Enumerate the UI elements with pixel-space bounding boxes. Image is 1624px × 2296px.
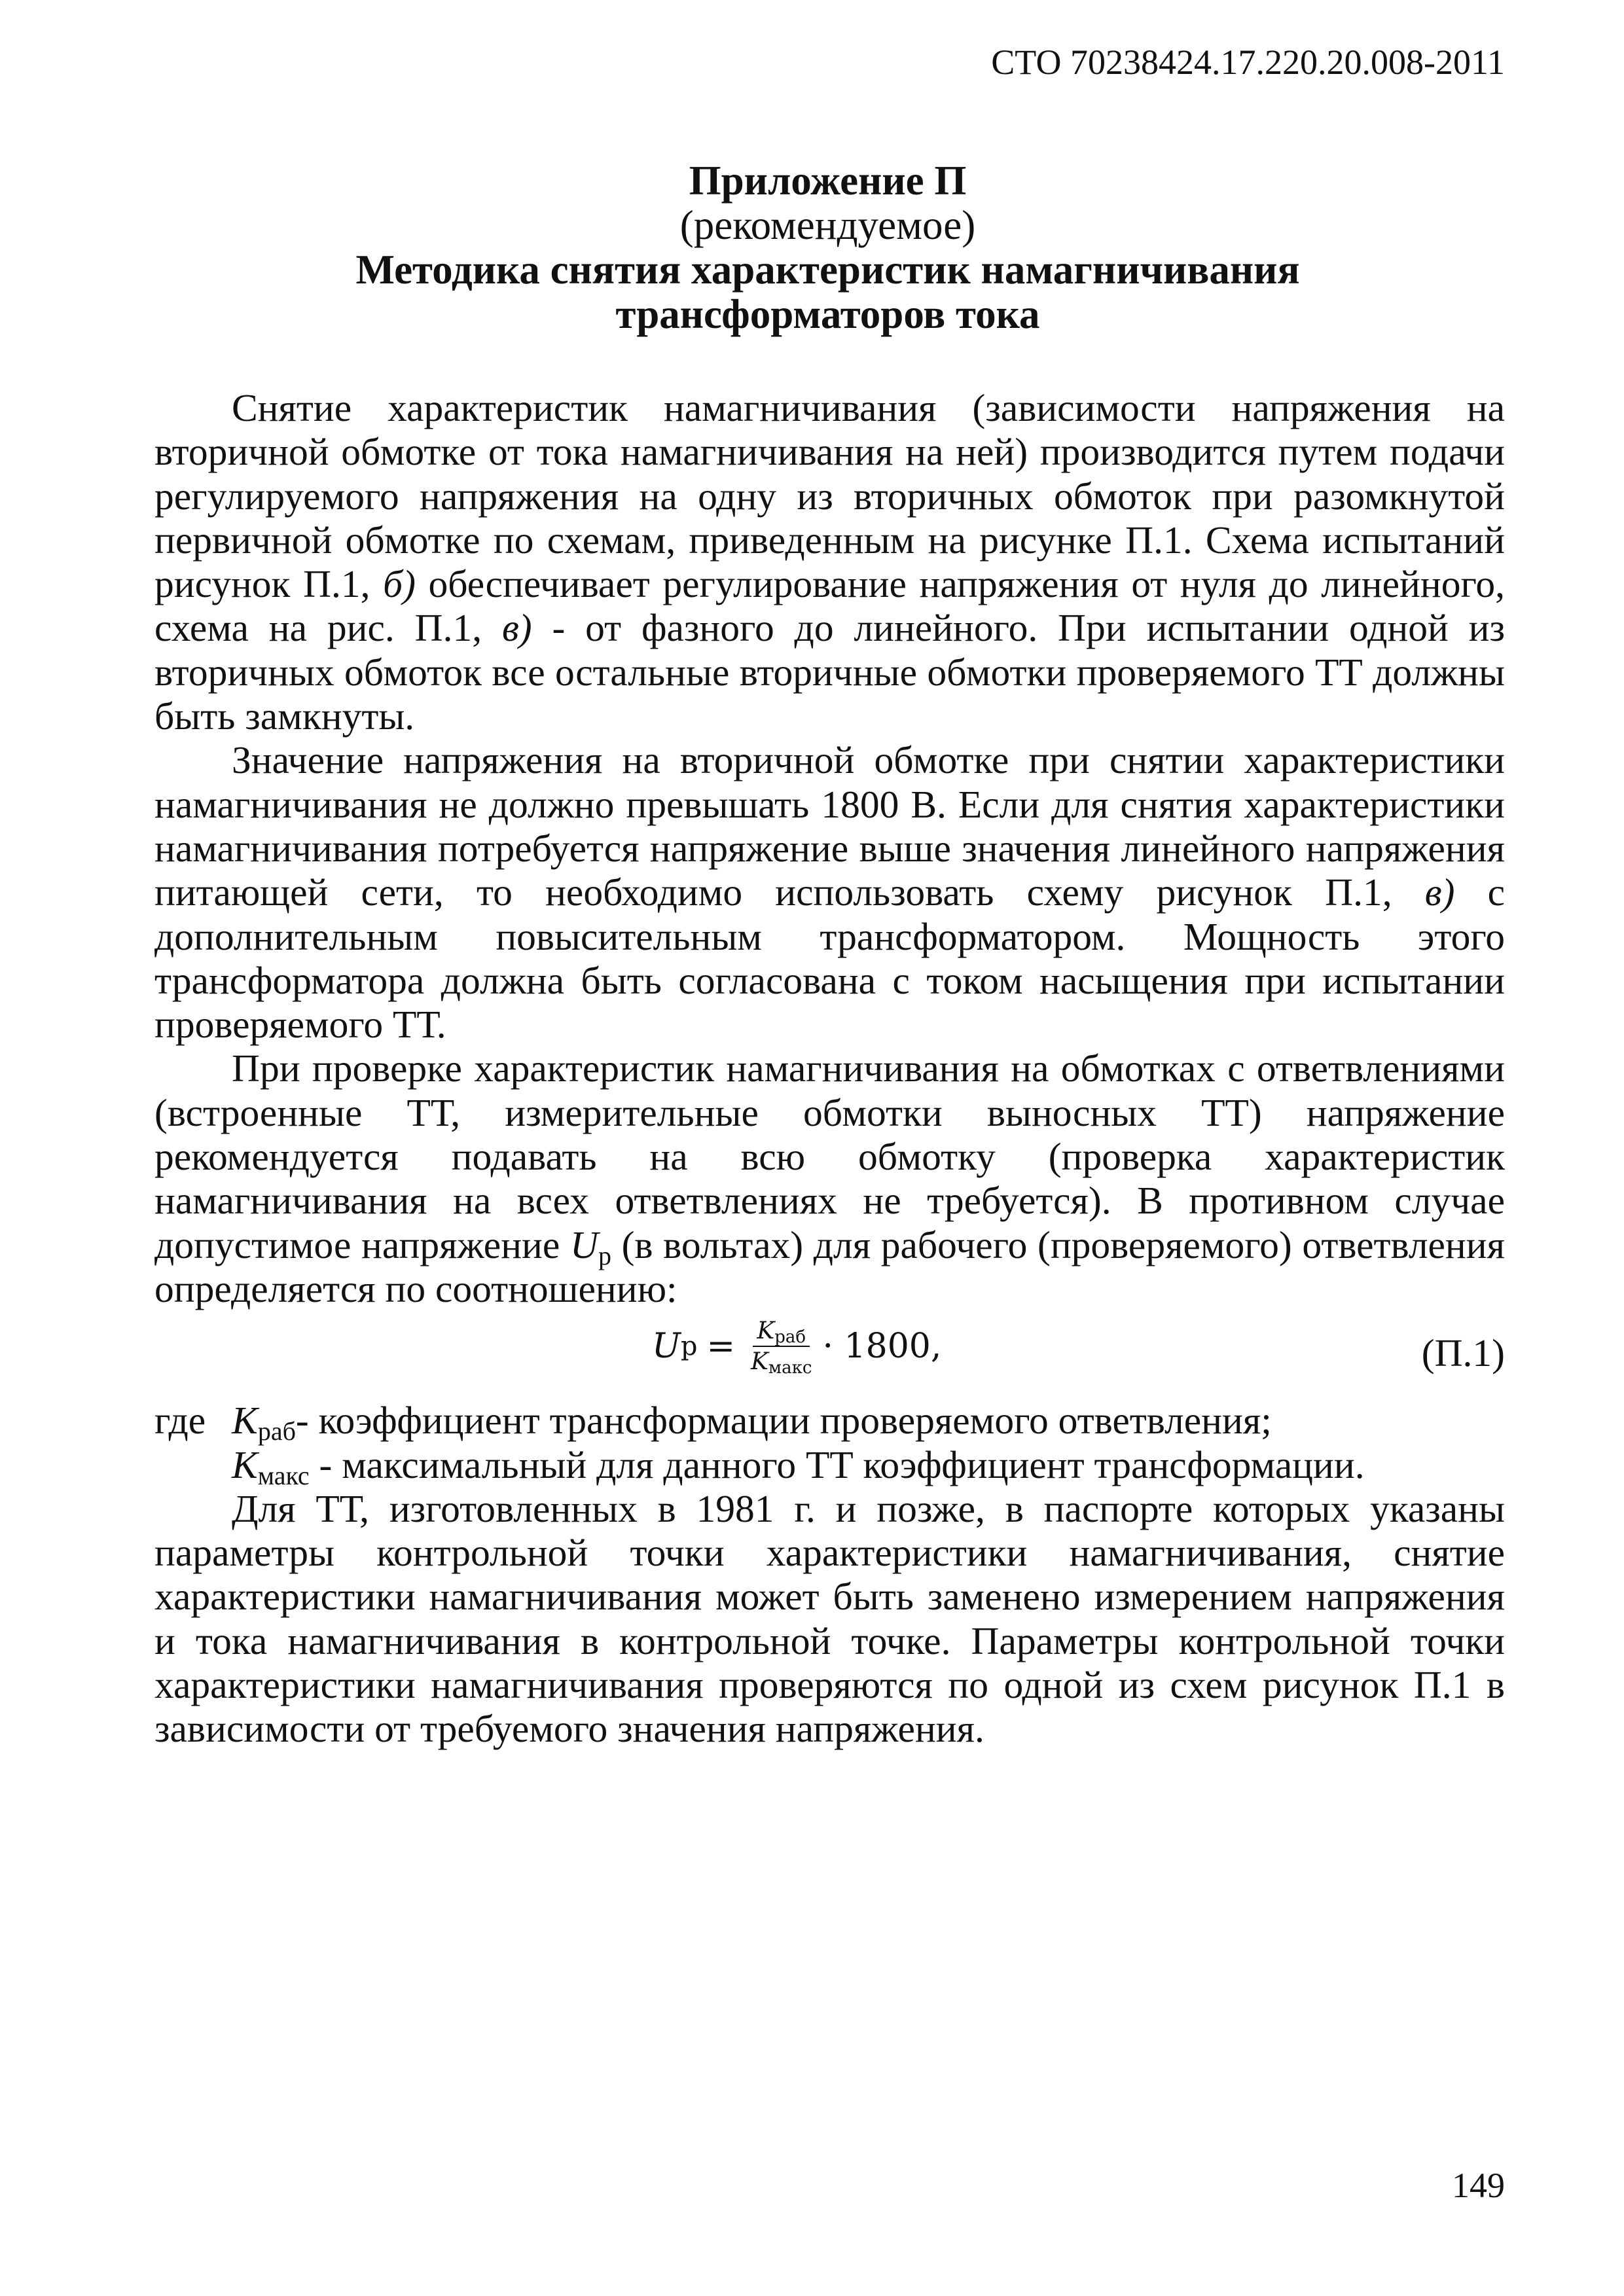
text-run: Снятие характеристик намагничивания (зависимости напряжения на вторичной обмотке от тока намагничивания на ней) производится путем подачи регулируемого напряжения на одну из вторичных обмоток при разомкнутой первичной обмотке по схемам, приведенным на рисунке П.1. Схема испытаний рисунок П.1, (154, 386, 1505, 606)
figure-ref-v: в) (501, 606, 532, 650)
formula-equals: = (706, 1327, 736, 1367)
fraction-numerator (753, 1318, 810, 1347)
text-run: При проверке характеристик намагничивания на обмотках с ответвлениями (встроенные ТТ, измерительные обмотки выносных ТТ) напряжение рекомендуется подавать на всю обмотку (проверка характеристик намагничивания на всех ответвлениях не требуется). В противном случае допустимое напряжение (154, 1047, 1505, 1266)
denominator-var: K (751, 1348, 768, 1376)
text-run: с дополнительным повысительным трансформатором. Мощность этого трансформатора должна быть согласована с током насыщения при испытании проверяемого ТТ. (154, 870, 1505, 1047)
formula: U р = $\frac{K_{раб}}{K_{макс}}$ · 1800, (652, 1318, 942, 1378)
formula-lhs-var: U (652, 1327, 681, 1367)
where-line-2 (154, 1443, 1505, 1490)
where-block (154, 1399, 1505, 1490)
paragraph-2 (154, 738, 1505, 1047)
figure-ref-b: б) (383, 562, 416, 606)
text-run: обеспечивает регулирование напряжения от нуля до линейного, схема на рис. П.1, (154, 562, 1505, 650)
paragraph-1 (154, 386, 1505, 738)
text-run: (в вольтах) для рабочего (проверяемого) ответвления определяется по соотношению: (154, 1223, 1505, 1310)
numerator-var: K (757, 1318, 775, 1345)
denominator-sub: макс (768, 1358, 812, 1378)
k-raб-var: K (232, 1399, 258, 1443)
numerator-sub: раб (774, 1327, 806, 1348)
k-rab-sub: раб (257, 1416, 296, 1446)
text-run: Значение напряжения на вторичной обмотке при снятии характеристики намагничивания не должно превышать 1800 В. Если для снятия характеристики намагничивания потребуется напряжение выше значения линейного напряжения питающей сети, то необходимо использовать схему рисунок П.1, (154, 738, 1505, 914)
figure-ref-v: в) (1424, 870, 1455, 914)
variable-u: U (569, 1223, 598, 1266)
appendix-heading: Приложение П (689, 158, 967, 204)
k-maks-sub: макс (257, 1460, 310, 1490)
appendix-title-line1: Методика снятия характеристик намагничивания (355, 247, 1300, 293)
appendix-status: (рекомендуемое) (679, 202, 976, 248)
body-text (154, 386, 1505, 1751)
where-line-1 (154, 1399, 1505, 1446)
paragraph-3 (154, 1047, 1505, 1311)
formula-multiplier: · 1800, (822, 1327, 942, 1367)
k-maks-var: K (232, 1443, 258, 1486)
subscript: р (598, 1240, 611, 1270)
paragraph-4: Для ТТ, изготовленных в 1981 г. и позже, в паспорте которых указаны параметры контрольной точки характеристики намагничивания, снятие характеристики намагничивания может быть заменено измерением напряжения и тока намагничивания в контрольной точке. Параметры контрольной точки характеристики намагничивания проверяются по одной из схем рисунок П.1 в зависимости от требуемого значения напряжения. (154, 1486, 1505, 1751)
k-rab-description: - коэффициент трансформации проверяемого ответвления; (295, 1399, 1272, 1443)
formula-row (154, 1315, 1505, 1399)
formula-number: (П.1) (1421, 1331, 1505, 1375)
text-run: - от фазного до линейного. При испытании одной из вторичных обмоток все остальные вторичные обмотки проверяемого ТТ должны быть замкнуты. (154, 606, 1505, 738)
k-maks-description: - максимальный для данного ТТ коэффициент трансформации. (309, 1443, 1365, 1486)
appendix-title-line2: трансформаторов тока (615, 291, 1040, 337)
formula-fraction (747, 1318, 816, 1378)
where-word: где (154, 1399, 206, 1443)
page-number: 149 (1452, 2166, 1505, 2205)
title-block (151, 158, 1505, 336)
document-code: СТО 70238424.17.220.20.008-2011 (991, 43, 1505, 82)
fraction-denominator (747, 1347, 816, 1378)
